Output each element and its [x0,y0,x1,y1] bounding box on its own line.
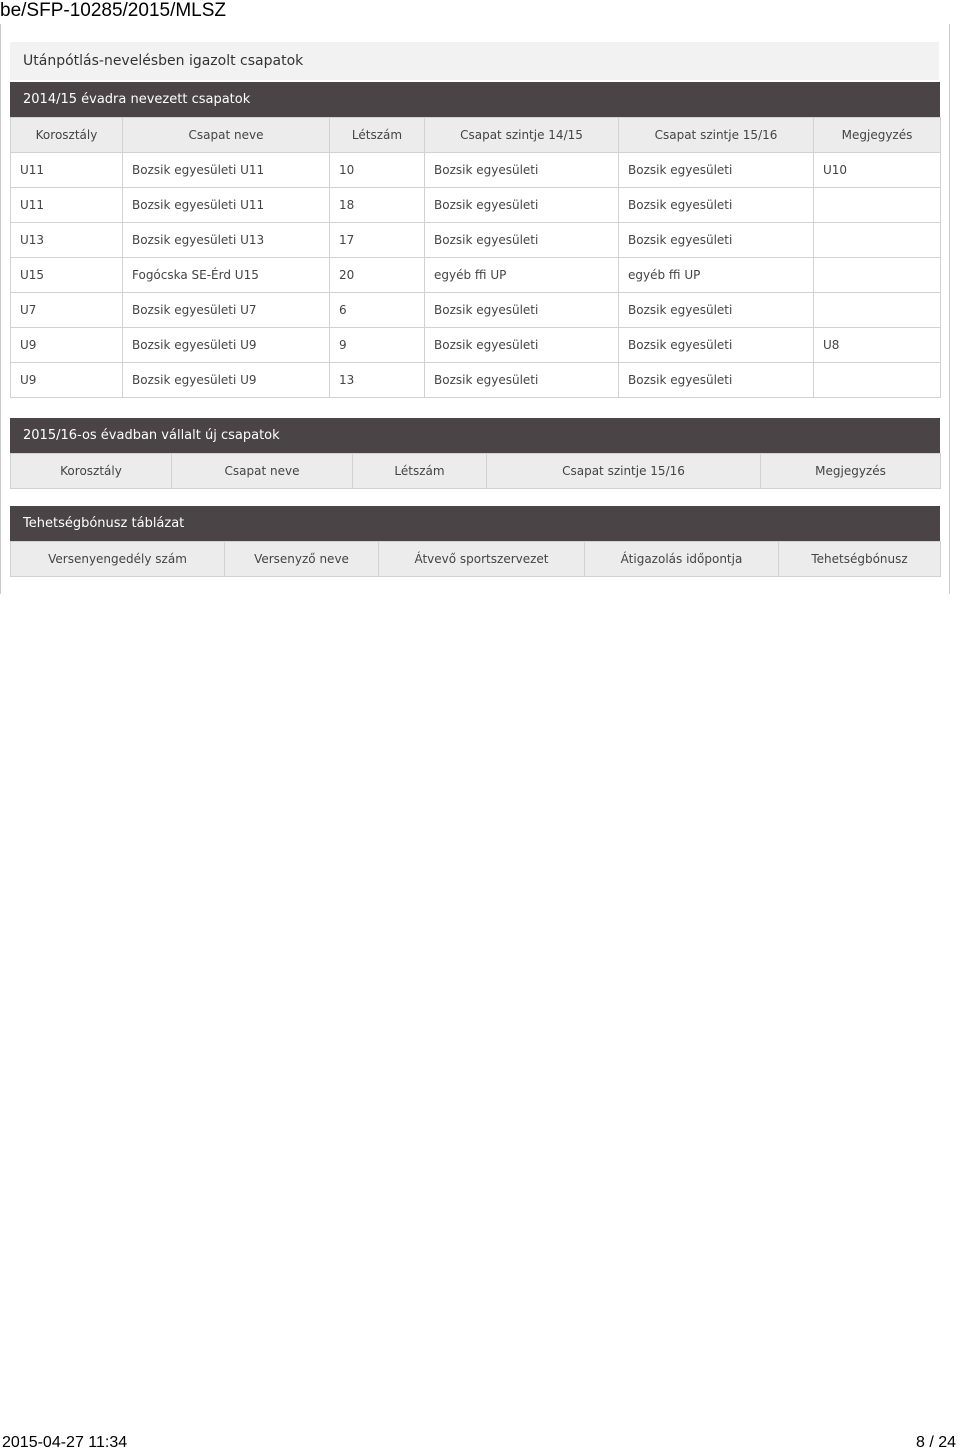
table-row [11,328,941,363]
table-row [11,188,941,223]
cell-szint-1516: Bozsik egyesületi [619,188,814,223]
cell-megjegyzes [814,293,941,328]
cell-szint-1415: Bozsik egyesületi [425,363,619,398]
footer-timestamp: 2015-04-27 11:34 [2,1434,128,1451]
cell-szint-1415: Bozsik egyesületi [425,328,619,363]
header-letszam: Létszám [353,454,487,489]
cell-szint-1415: Bozsik egyesületi [425,223,619,258]
cell-csapat-neve: Bozsik egyesületi U9 [123,363,330,398]
cell-letszam: 13 [330,363,425,398]
header-csapat-neve: Csapat neve [123,118,330,153]
cell-megjegyzes [814,258,941,293]
cell-korosztaly: U11 [11,153,123,188]
cell-korosztaly: U9 [11,363,123,398]
table-row [11,223,941,258]
cell-csapat-neve: Bozsik egyesületi U9 [123,328,330,363]
table-row [11,293,941,328]
teams-2015-block [10,418,940,489]
cell-letszam: 18 [330,188,425,223]
teams-2014-block [10,82,940,398]
table-row [11,363,941,398]
header-megjegyzes: Megjegyzés [761,454,941,489]
header-szint-1415: Csapat szintje 14/15 [425,118,619,153]
header-versenyengedely-szam: Versenyengedély szám [11,542,225,577]
cell-szint-1516: Bozsik egyesületi [619,293,814,328]
talent-bonus-block [10,506,940,577]
cell-csapat-neve: Fogócska SE-Érd U15 [123,258,330,293]
cell-csapat-neve: Bozsik egyesületi U11 [123,188,330,223]
cell-szint-1516: Bozsik egyesületi [619,363,814,398]
header-szint-1516: Csapat szintje 15/16 [487,454,761,489]
header-megjegyzes: Megjegyzés [814,118,941,153]
cell-szint-1415: Bozsik egyesületi [425,153,619,188]
header-csapat-neve: Csapat neve [172,454,353,489]
teams-2014-header-row [11,118,941,153]
header-tehetsegbonusz: Tehetségbónusz [779,542,941,577]
cell-megjegyzes [814,188,941,223]
section-title: Utánpótlás-nevelésben igazolt csapatok [10,42,939,80]
cell-megjegyzes: U8 [814,328,941,363]
cell-szint-1415: egyéb ffi UP [425,258,619,293]
cell-letszam: 9 [330,328,425,363]
header-letszam: Létszám [330,118,425,153]
cell-letszam: 10 [330,153,425,188]
cell-megjegyzes: U10 [814,153,941,188]
teams-2015-header-row [11,454,941,489]
cell-csapat-neve: Bozsik egyesületi U13 [123,223,330,258]
cell-szint-1415: Bozsik egyesületi [425,293,619,328]
cell-csapat-neve: Bozsik egyesületi U11 [123,153,330,188]
cell-megjegyzes [814,363,941,398]
cell-korosztaly: U15 [11,258,123,293]
teams-2015-table [10,453,941,489]
table-row [11,258,941,293]
header-korosztaly: Korosztály [11,118,123,153]
table-row [11,153,941,188]
footer-page-number: 8 / 24 [915,1434,956,1451]
cell-szint-1415: Bozsik egyesületi [425,188,619,223]
talent-bonus-title: Tehetségbónusz táblázat [10,506,940,541]
cell-csapat-neve: Bozsik egyesületi U7 [123,293,330,328]
document-id: be/SFP-10285/2015/MLSZ [0,0,227,21]
cell-szint-1516: Bozsik egyesületi [619,328,814,363]
talent-bonus-header-row [11,542,941,577]
cell-korosztaly: U7 [11,293,123,328]
cell-letszam: 17 [330,223,425,258]
cell-szint-1516: Bozsik egyesületi [619,153,814,188]
teams-2014-table [10,117,941,398]
talent-bonus-table [10,541,941,577]
cell-szint-1516: Bozsik egyesületi [619,223,814,258]
cell-szint-1516: egyéb ffi UP [619,258,814,293]
cell-letszam: 6 [330,293,425,328]
cell-korosztaly: U13 [11,223,123,258]
header-korosztaly: Korosztály [11,454,172,489]
cell-letszam: 20 [330,258,425,293]
header-versenyzo-neve: Versenyző neve [225,542,379,577]
cell-korosztaly: U11 [11,188,123,223]
header-atvevo-sportszervezet: Átvevő sportszervezet [379,542,585,577]
teams-2014-title: 2014/15 évadra nevezett csapatok [10,82,940,117]
teams-2015-title: 2015/16-os évadban vállalt új csapatok [10,418,940,453]
cell-korosztaly: U9 [11,328,123,363]
header-szint-1516: Csapat szintje 15/16 [619,118,814,153]
cell-megjegyzes [814,223,941,258]
header-atigazolas-idopontja: Átigazolás időpontja [585,542,779,577]
